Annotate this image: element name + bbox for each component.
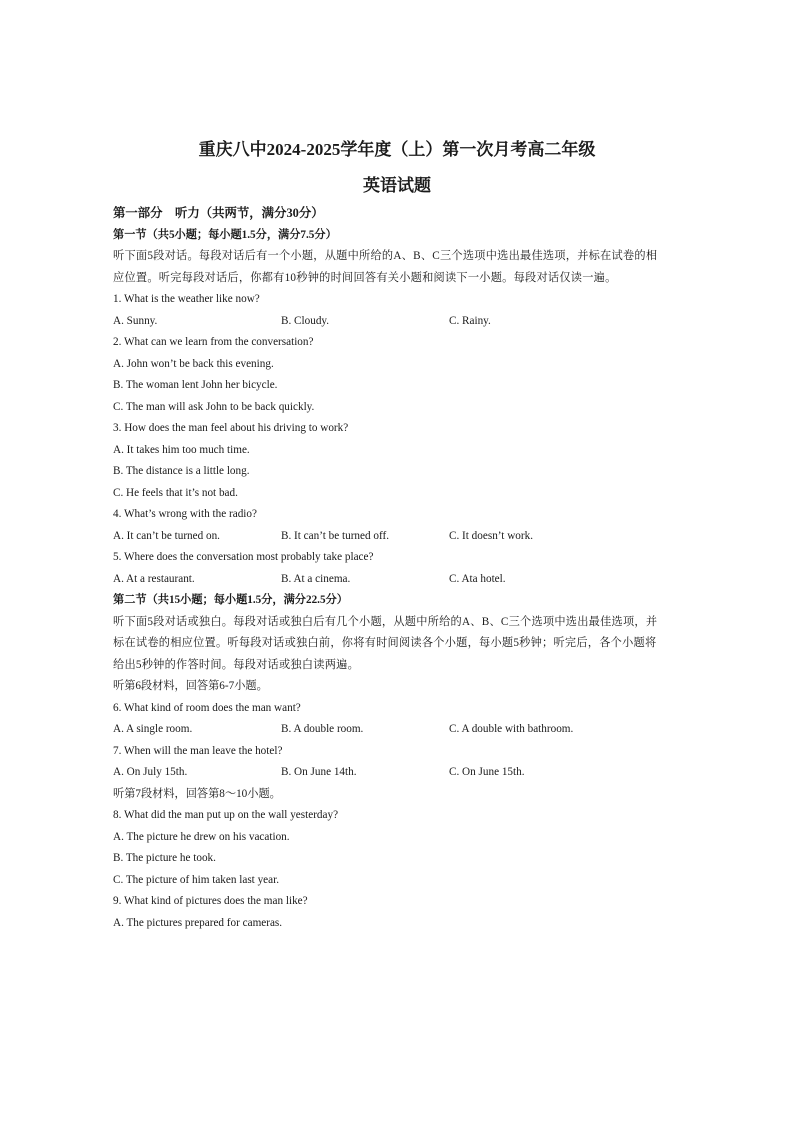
- option-7c: C. On June 15th.: [449, 766, 525, 778]
- option-3b: B. The distance is a little long.: [113, 465, 250, 477]
- section1-heading: 第一节（共5小题；每小题1.5分，满分7.5分）: [113, 229, 337, 241]
- question-9: 9. What kind of pictures does the man like?: [113, 895, 308, 907]
- options-row-5: [0, 572, 794, 586]
- option-4a: A. It can’t be turned on.: [113, 530, 220, 542]
- question-3: 3. How does the man feel about his driving to work?: [113, 422, 349, 434]
- option-7b: B. On June 14th.: [281, 766, 357, 778]
- option-6b: B. A double room.: [281, 723, 364, 735]
- option-8b: B. The picture he took.: [113, 852, 216, 864]
- part1-heading: 第一部分 听力（共两节，满分30分）: [113, 206, 324, 220]
- exam-title: 重庆八中2024-2025学年度（上）第一次月考高二年级: [198, 140, 596, 159]
- option-3c: C. He feels that it’s not bad.: [113, 487, 238, 499]
- section1-instructions-line1: 听下面5段对话。每段对话后有一个小题，从题中所给的A、B、C三个选项中选出最佳选项，并标在试卷的相: [113, 250, 658, 262]
- question-7: 7. When will the man leave the hotel?: [113, 745, 283, 757]
- option-7a: A. On July 15th.: [113, 766, 188, 778]
- option-2b: B. The woman lent John her bicycle.: [113, 379, 278, 391]
- question-4: 4. What’s wrong with the radio?: [113, 508, 257, 520]
- option-8a: A. The picture he drew on his vacation.: [113, 831, 290, 843]
- option-1c: C. Rainy.: [449, 315, 491, 327]
- option-6c: C. A double with bathroom.: [449, 723, 574, 735]
- question-8: 8. What did the man put up on the wall yesterday?: [113, 809, 339, 821]
- option-4b: B. It can’t be turned off.: [281, 530, 390, 542]
- options-row-7: [0, 765, 794, 779]
- section2-instructions-line1: 听下面5段对话或独白。每段对话或独白后有几个小题，从题中所给的A、B、C三个选项中选出最佳选项，并: [113, 616, 658, 628]
- option-5a: A. At a restaurant.: [113, 573, 195, 585]
- section2-instructions-line3: 给出5秒钟的作答时间。每段对话或独白读两遍。: [113, 659, 360, 671]
- option-9a: A. The pictures prepared for cameras.: [113, 917, 283, 929]
- question-5: 5. Where does the conversation most probably take place?: [113, 551, 374, 563]
- option-2a: A. John won’t be back this evening.: [113, 358, 274, 370]
- exam-subtitle: 英语试题: [363, 176, 431, 195]
- material-6-note: 听第6段材料，回答第6-7小题。: [113, 680, 268, 692]
- question-1: 1. What is the weather like now?: [113, 293, 260, 305]
- option-5c: C. Ata hotel.: [449, 573, 506, 585]
- question-6: 6. What kind of room does the man want?: [113, 702, 301, 714]
- option-1b: B. Cloudy.: [281, 315, 330, 327]
- option-3a: A. It takes him too much time.: [113, 444, 250, 456]
- material-7-note: 听第7段材料，回答第8～10小题。: [113, 788, 281, 800]
- option-2c: C. The man will ask John to be back quickly.: [113, 401, 315, 413]
- option-8c: C. The picture of him taken last year.: [113, 874, 280, 886]
- option-6a: A. A single room.: [113, 723, 193, 735]
- section2-instructions-line2: 标在试卷的相应位置。听每段对话或独白前，你将有时间阅读各个小题，每小题5秒钟；听完后，各个小题将: [113, 637, 657, 649]
- section1-instructions-line2: 应位置。听完每段对话后，你都有10秒钟的时间回答有关小题和阅读下一小题。每段对话仅读一遍。: [113, 272, 617, 284]
- option-4c: C. It doesn’t work.: [449, 530, 534, 542]
- question-2: 2. What can we learn from the conversation?: [113, 336, 314, 348]
- options-row-1: [0, 314, 794, 328]
- option-5b: B. At a cinema.: [281, 573, 351, 585]
- option-1a: A. Sunny.: [113, 315, 158, 327]
- options-row-6: [0, 722, 794, 736]
- options-row-4: [0, 529, 794, 543]
- section2-heading: 第二节（共15小题；每小题1.5分，满分22.5分）: [113, 594, 348, 606]
